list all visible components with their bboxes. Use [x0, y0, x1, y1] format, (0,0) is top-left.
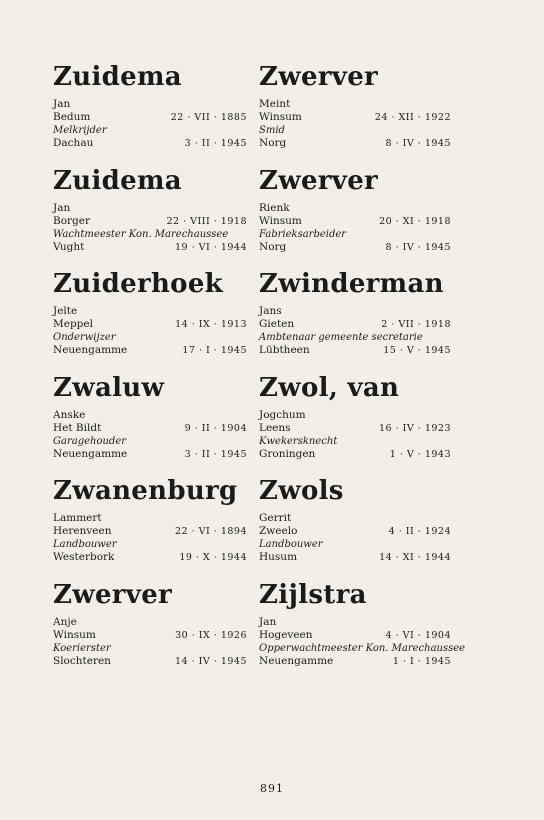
given-name: Gerrit — [259, 512, 292, 524]
death-place: Westerbork — [53, 551, 115, 563]
occupation: Garagehouder — [53, 435, 127, 447]
occupation: Opperwachtmeester Kon. Marechaussee — [259, 642, 466, 654]
death-line — [259, 344, 451, 357]
surname: Zuidema — [53, 165, 182, 196]
given-name-line — [259, 98, 451, 111]
death-date: 14 · IV · 1945 — [175, 655, 247, 667]
occupation: Smid — [259, 125, 285, 136]
given-name: Anje — [53, 615, 77, 628]
death-date: 19 · VI · 1944 — [175, 241, 247, 253]
given-name: Jelte — [53, 305, 78, 317]
birth-place: Winsum — [259, 111, 302, 123]
given-name: Jan — [53, 98, 71, 110]
surname: Zwol, van — [259, 372, 400, 403]
death-place: Norg — [259, 240, 287, 253]
death-line — [53, 551, 247, 564]
death-line — [53, 655, 247, 668]
left-column — [53, 60, 247, 681]
given-name-line — [259, 305, 451, 318]
birth-place: Meppel — [53, 318, 93, 330]
death-place: Neuengamme — [53, 344, 128, 356]
occupation-line — [53, 642, 247, 655]
memorial-entry — [259, 60, 451, 164]
right-column — [259, 60, 466, 681]
birth-place: Winsum — [53, 628, 96, 641]
birth-place: Gieten — [259, 318, 295, 330]
birth-date: 30 · IX · 1926 — [175, 629, 247, 641]
given-name: Jans — [259, 305, 282, 317]
death-date: 8 · IV · 1945 — [385, 241, 451, 253]
birth-line — [259, 422, 451, 435]
birth-date: 24 · XII · 1922 — [374, 112, 451, 123]
birth-place: Borger — [53, 214, 91, 227]
birth-date: 16 · IV · 1923 — [379, 422, 451, 434]
given-name: Lammert — [53, 512, 102, 524]
death-line — [53, 448, 247, 461]
birth-place: Leens — [259, 421, 291, 434]
birth-line — [259, 525, 451, 538]
birth-line — [259, 215, 451, 228]
birth-date: 14 · IX · 1913 — [175, 319, 247, 330]
death-date: 14 · XI · 1944 — [379, 552, 451, 563]
given-name: Jan — [53, 201, 71, 214]
birth-line — [53, 215, 247, 228]
occupation-line — [53, 228, 247, 241]
death-line — [53, 241, 247, 254]
memorial-entry — [53, 60, 247, 164]
surname: Zwols — [259, 476, 344, 506]
occupation: Landbouwer — [53, 539, 117, 550]
occupation-line — [53, 331, 247, 344]
death-place: Neuengamme — [259, 654, 334, 667]
surname: Zwanenburg — [53, 476, 238, 506]
death-date: 8 · IV · 1945 — [385, 138, 451, 149]
memorial-entry — [53, 164, 247, 268]
given-name: Jogchum — [259, 408, 306, 421]
birth-place: Het Bildt — [53, 421, 102, 434]
given-name-line — [53, 305, 247, 318]
death-date: 19 · X · 1944 — [179, 552, 247, 563]
surname: Zijlstra — [259, 579, 367, 610]
occupation-line — [259, 228, 451, 241]
birth-place: Winsum — [259, 214, 302, 227]
birth-date: 22 · VI · 1894 — [175, 526, 247, 537]
memorial-entry — [259, 267, 451, 371]
given-name: Jan — [259, 615, 277, 628]
surname: Zwerver — [53, 579, 173, 610]
birth-line — [53, 422, 247, 435]
occupation-line — [53, 124, 247, 137]
surname: Zwerver — [259, 165, 379, 196]
given-name-line — [259, 616, 451, 629]
birth-date: 9 · II · 1904 — [184, 422, 247, 434]
surname: Zwaluw — [53, 372, 165, 403]
memorial-entry — [259, 578, 466, 682]
memorial-entry — [53, 371, 247, 475]
death-line — [259, 137, 451, 150]
occupation-line — [53, 538, 247, 551]
death-place: Vught — [53, 240, 85, 253]
birth-line — [259, 629, 451, 642]
memorial-entry — [53, 267, 247, 371]
occupation-line — [259, 642, 466, 655]
death-date: 17 · I · 1945 — [182, 345, 247, 356]
death-date: 1 · V · 1943 — [389, 448, 451, 460]
death-date: 15 · V · 1945 — [383, 345, 451, 356]
birth-date: 2 · VII · 1918 — [381, 319, 451, 330]
surname: Zwinderman — [259, 269, 444, 299]
death-place: Groningen — [259, 447, 316, 460]
given-name: Anske — [53, 408, 86, 421]
birth-line — [53, 111, 247, 124]
birth-place: Zweelo — [259, 525, 298, 537]
death-place: Husum — [259, 551, 298, 563]
memorial-entry — [53, 578, 247, 682]
surname: Zuiderhoek — [53, 269, 223, 299]
given-name-line — [53, 202, 247, 215]
death-line — [259, 241, 451, 254]
birth-place: Bedum — [53, 111, 91, 123]
occupation-line — [259, 435, 451, 448]
given-name-line — [259, 409, 451, 422]
occupation-line — [259, 124, 451, 137]
given-name-line — [259, 512, 451, 525]
occupation-line — [259, 331, 451, 344]
death-line — [259, 448, 451, 461]
given-name-line — [53, 409, 247, 422]
birth-line — [259, 111, 451, 124]
birth-place: Hogeveen — [259, 628, 313, 641]
given-name-line — [53, 512, 247, 525]
given-name-line — [53, 616, 247, 629]
page-number: 891 — [260, 782, 284, 795]
given-name: Rienk — [259, 201, 290, 214]
memorial-entry — [259, 371, 451, 475]
death-place: Neuengamme — [53, 447, 128, 460]
surname: Zwerver — [259, 62, 379, 92]
birth-date: 22 · VIII · 1918 — [166, 215, 247, 227]
death-place: Dachau — [53, 137, 94, 149]
death-line — [259, 655, 451, 668]
birth-line — [53, 525, 247, 538]
death-date: 3 · II · 1945 — [184, 448, 247, 460]
occupation: Onderwijzer — [53, 332, 116, 343]
occupation: Melkrijder — [53, 125, 107, 136]
birth-date: 4 · II · 1924 — [388, 526, 451, 537]
given-name: Meint — [259, 98, 291, 110]
birth-line — [259, 318, 451, 331]
memorial-entry — [259, 474, 451, 578]
occupation: Kwekersknecht — [259, 435, 338, 447]
birth-date: 22 · VII · 1885 — [170, 112, 247, 123]
birth-place: Herenveen — [53, 525, 112, 537]
occupation: Ambtenaar gemeente secretarie — [259, 332, 423, 343]
surname: Zuidema — [53, 62, 182, 92]
death-date: 1 · I · 1945 — [392, 655, 451, 667]
occupation-line — [259, 538, 451, 551]
memorial-entry — [259, 164, 451, 268]
occupation: Fabrieksarbeider — [259, 228, 347, 240]
occupation-line — [53, 435, 247, 448]
death-date: 3 · II · 1945 — [184, 138, 247, 149]
death-line — [53, 344, 247, 357]
birth-date: 20 · XI · 1918 — [379, 215, 451, 227]
death-line — [53, 137, 247, 150]
given-name-line — [53, 98, 247, 111]
occupation: Koerierster — [53, 642, 111, 654]
occupation: Landbouwer — [259, 539, 323, 550]
death-line — [259, 551, 451, 564]
death-place: Lübtheen — [259, 344, 310, 356]
given-name-line — [259, 202, 451, 215]
birth-date: 4 · VI · 1904 — [385, 629, 451, 641]
birth-line — [53, 318, 247, 331]
memorial-entry — [53, 474, 247, 578]
occupation: Wachtmeester Kon. Marechaussee — [53, 228, 229, 240]
birth-line — [53, 629, 247, 642]
death-place: Norg — [259, 137, 287, 149]
death-place: Slochteren — [53, 654, 111, 667]
